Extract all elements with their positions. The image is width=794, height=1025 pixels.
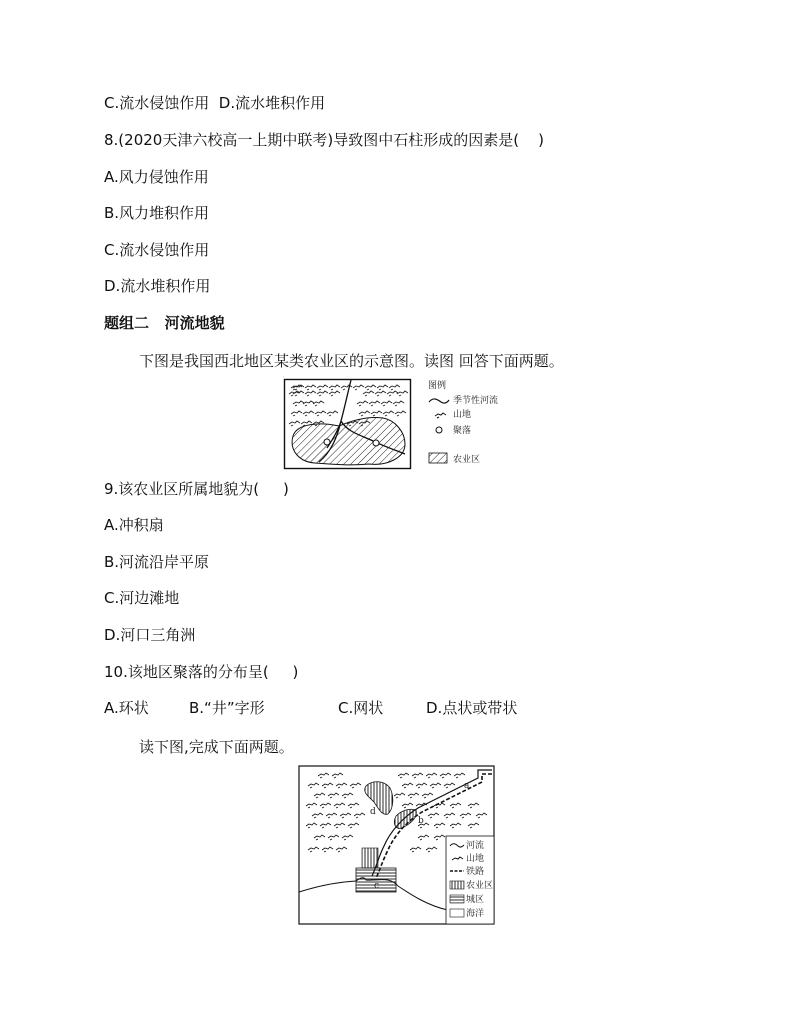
question-10: 10.该地区聚落的分布呈( ) [104,663,299,681]
intro-paragraph-1: 下图是我国西北地区某类农业区的示意图。读图 回答下面两题。 [139,352,564,370]
label-a: a [464,781,470,791]
label-b: b [418,816,424,826]
question-9-option-d: D.河口三角洲 [104,626,196,644]
settlement [373,440,379,446]
mountain-icon [435,413,446,418]
settlement-icon [436,427,442,433]
question-8: 8.(2020天津六校高一上期中联考)导致图中石柱形成的因素是( ) [104,131,544,149]
question-9-option-a: A.冲积扇 [104,516,164,534]
line-previous-options: C.流水侵蚀作用 D.流水堆积作用 [104,94,326,112]
legend-mountain: 山地 [453,410,472,420]
section-heading: 题组二 河流地貌 [104,314,225,332]
question-10-option-b: B.“井”字形 [189,699,265,717]
question-8-option-d: D.流水堆积作用 [104,277,211,295]
figure-1-farm-area-map [283,376,513,472]
question-8-option-c: C.流水侵蚀作用 [104,241,210,259]
sea-icon [450,909,464,917]
legend-sea: 海洋 [466,909,485,919]
legend-settlement: 聚落 [453,426,472,436]
question-9-option-c: C.河边滩地 [104,589,180,607]
intro-paragraph-2: 读下图,完成下面两题。 [139,738,294,756]
legend-agricultural-area: 农业区 [453,455,481,465]
legend-city-area: 城区 [466,895,485,905]
question-9: 9.该农业区所属地貌为( ) [104,480,289,498]
question-8-option-a: A.风力侵蚀作用 [104,168,209,186]
legend-river: 河流 [466,841,485,851]
figure-2-river-railway-map [298,764,496,926]
question-10-option-a: A.环状 [104,699,149,717]
legend-farm-area: 农业区 [466,881,494,891]
question-9-option-b: B.河流沿岸平原 [104,553,210,571]
settlement [324,439,330,445]
question-8-option-b: B.风力堆积作用 [104,204,210,222]
legend-seasonal-river: 季节性河流 [453,396,499,406]
legend-title: 图例 [428,381,447,391]
legend-railway: 铁路 [466,867,485,877]
city-icon [450,895,464,903]
agricultural-area [292,417,405,464]
question-10-option-c: C.网状 [338,699,384,717]
river-icon [429,399,449,403]
agricultural-area-icon [429,453,447,463]
farm-near-city [362,848,378,868]
farm-icon [450,881,464,889]
question-10-option-d: D.点状或带状 [426,699,518,717]
legend-mountain: 山地 [466,854,485,864]
label-c: c [374,881,380,891]
label-d: d [370,807,376,817]
